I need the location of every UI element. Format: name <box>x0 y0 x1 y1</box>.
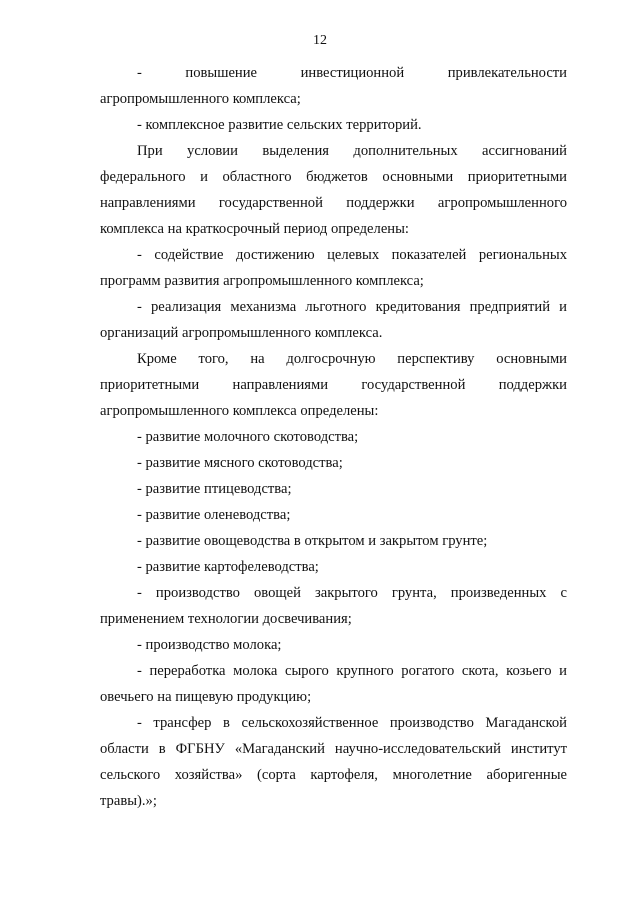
list-item-beef-cattle: - развитие мясного скотоводства; <box>137 455 343 471</box>
paragraph-long-term-priorities: Кроме того, на долгосрочную перспективу основными приоритетными направлениями государственной поддержки агропромышленного комплекса определены: <box>100 351 567 419</box>
paragraph-investment-attractiveness: - повышение инвестиционной привлекательности агропромышленного комплекса; <box>100 65 567 107</box>
list-item-dairy-cattle: - развитие молочного скотоводства; <box>137 429 359 445</box>
list-item-poultry: - развитие птицеводства; <box>137 481 292 497</box>
list-item-milk-production: - производство молока; <box>137 637 282 653</box>
paragraph-preferential-lending: - реализация механизма льготного кредитования предприятий и организаций агропромышленного комплекса. <box>100 299 567 341</box>
page-number: 12 <box>313 33 327 48</box>
paragraph-regional-targets: - содействие достижению целевых показателей региональных программ развития агропромышленного комплекса; <box>100 247 567 289</box>
list-item-reindeer: - развитие оленеводства; <box>137 507 291 523</box>
paragraph-rural-development: - комплексное развитие сельских территорий. <box>137 117 422 133</box>
list-item-greenhouse-vegetables: - производство овощей закрытого грунта, произведенных с применением технологии досвечивания; <box>100 585 567 627</box>
list-item-technology-transfer: - трансфер в сельскохозяйственное производство Магаданской области в ФГБНУ «Магаданский научно-исследовательский институт сельского хозяйства» (сорта картофеля, многолетние аборигенные травы).»; <box>100 715 567 809</box>
list-item-milk-processing: - переработка молока сырого крупного рогатого скота, козьего и овечьего на пищевую продукцию; <box>100 663 567 705</box>
list-item-vegetables: - развитие овощеводства в открытом и закрытом грунте; <box>137 533 488 549</box>
document-body <box>100 60 567 814</box>
paragraph-short-term-priorities: При условии выделения дополнительных ассигнований федерального и областного бюджетов основными приоритетными направлениями государственной поддержки агропромышленного комплекса на краткосрочный период определены: <box>100 143 567 237</box>
list-item-potatoes: - развитие картофелеводства; <box>137 559 319 575</box>
